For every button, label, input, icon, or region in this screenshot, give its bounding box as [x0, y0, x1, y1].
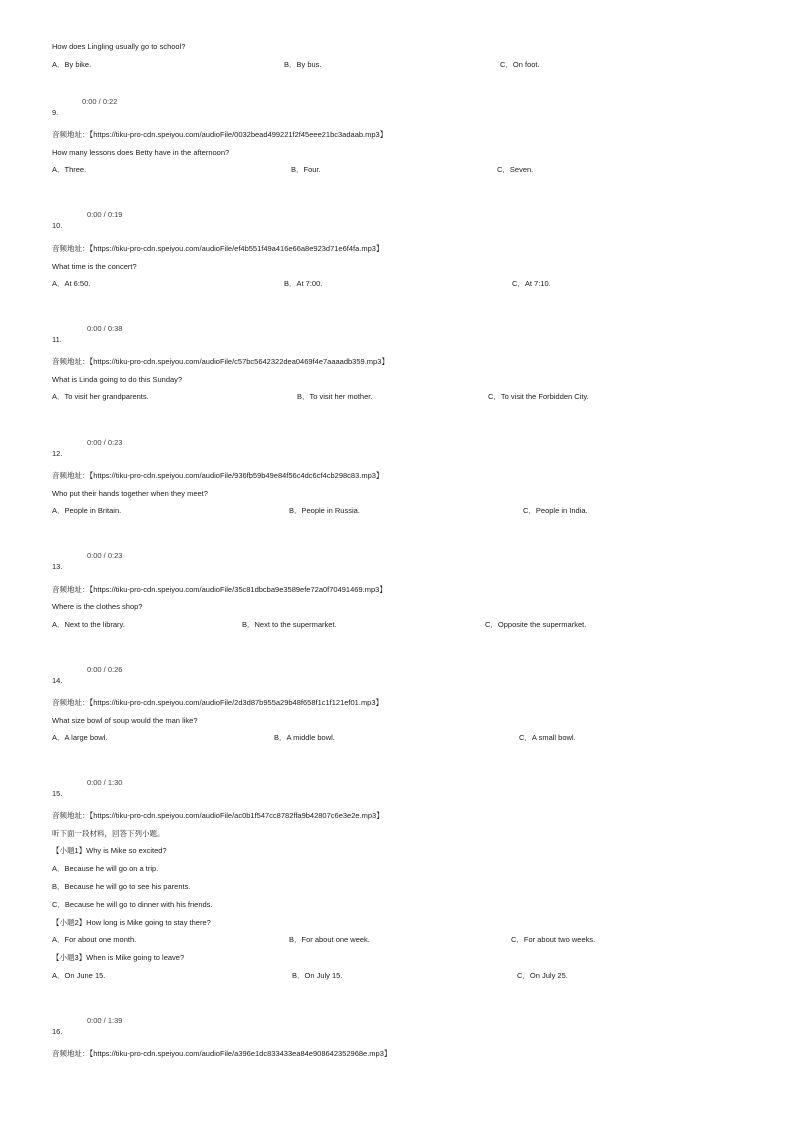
- question-text: What is Linda going to do this Sunday?: [52, 375, 183, 384]
- option-c: C．Because he will go to dinner with his friends.: [52, 900, 213, 909]
- sub-question-3: 【小题3】When is Mike going to leave?: [52, 953, 185, 962]
- option-c: C．At 7:10.: [512, 279, 551, 288]
- option-b: B．By bus.: [284, 60, 322, 69]
- question-number: 14.: [52, 676, 63, 685]
- option-a: A．To visit her grandparents.: [52, 392, 149, 401]
- audio-url: 音频地址：【https://tiku-pro-cdn.speiyou.com/audioFile/35c81dbcba9e3589efe72a0f70491469.mp3】: [52, 585, 387, 594]
- sub-question-1: 【小题1】Why is Mike so excited?: [52, 846, 167, 855]
- audio-player-time[interactable]: 0:00 / 0:26: [87, 665, 123, 674]
- option-c: C．To visit the Forbidden City.: [488, 392, 589, 401]
- option-a: A．By bike.: [52, 60, 92, 69]
- question-text: Who put their hands together when they meet?: [52, 489, 208, 498]
- option-a: A．On June 15.: [52, 971, 106, 980]
- audio-player-time[interactable]: 0:00 / 0:19: [87, 210, 123, 219]
- option-b: B．To visit her mother.: [297, 392, 373, 401]
- option-b: B．On July 15.: [292, 971, 343, 980]
- option-b: B．Four.: [291, 165, 321, 174]
- audio-url: 音频地址：【https://tiku-pro-cdn.speiyou.com/audioFile/a396e1dc833433ea84e908642352968e.mp3】: [52, 1049, 392, 1058]
- question-text: Where is the clothes shop?: [52, 602, 143, 611]
- audio-url: 音频地址：【https://tiku-pro-cdn.speiyou.com/audioFile/ef4b551f49a416e66a8e923d71e6f4fa.mp3】: [52, 244, 384, 253]
- option-b: B．Because he will go to see his parents.: [52, 882, 191, 891]
- instruction-text: 听下面一段材料，回答下列小题。: [52, 829, 165, 838]
- audio-url: 音频地址：【https://tiku-pro-cdn.speiyou.com/audioFile/c57bc5642322dea0469f4e7aaaadb359.mp3】: [52, 357, 389, 366]
- option-c: C．On foot.: [500, 60, 540, 69]
- option-a: A．Because he will go on a trip.: [52, 864, 159, 873]
- option-a: A．Next to the library.: [52, 620, 125, 629]
- audio-player-time[interactable]: 0:00 / 0:38: [87, 324, 123, 333]
- option-c: C．Opposite the supermarket.: [485, 620, 587, 629]
- question-number: 16.: [52, 1027, 63, 1036]
- question-text: How does Lingling usually go to school?: [52, 42, 186, 51]
- audio-player-time[interactable]: 0:00 / 1:30: [87, 778, 123, 787]
- question-number: 15.: [52, 789, 63, 798]
- audio-player-time[interactable]: 0:00 / 0:22: [82, 97, 118, 106]
- audio-url: 音频地址：【https://tiku-pro-cdn.speiyou.com/audioFile/2d3d87b955a29b48f658f1c1f121ef01.mp3】: [52, 698, 384, 707]
- audio-url: 音频地址：【https://tiku-pro-cdn.speiyou.com/audioFile/ac0b1f547cc8782ffa9b42807c6e3e2e.mp3】: [52, 811, 384, 820]
- option-b: B．Next to the supermarket.: [242, 620, 337, 629]
- option-c: C．Seven.: [497, 165, 534, 174]
- audio-url: 音频地址：【https://tiku-pro-cdn.speiyou.com/audioFile/936fb59b49e84f56c4dc6cf4cb298c83.mp3】: [52, 471, 384, 480]
- option-a: A．At 6:50.: [52, 279, 91, 288]
- option-a: A．People in Britain.: [52, 506, 122, 515]
- audio-player-time[interactable]: 0:00 / 0:23: [87, 551, 123, 560]
- question-text: What time is the concert?: [52, 262, 137, 271]
- option-c: C．For about two weeks.: [511, 935, 596, 944]
- question-number: 9.: [52, 108, 59, 117]
- option-b: B．At 7:00.: [284, 279, 323, 288]
- option-c: C．On July 25.: [517, 971, 568, 980]
- question-number: 10.: [52, 221, 63, 230]
- option-c: C．People in India.: [523, 506, 588, 515]
- question-text: What size bowl of soup would the man like?: [52, 716, 198, 725]
- audio-url: 音频地址：【https://tiku-pro-cdn.speiyou.com/audioFile/0032bead499221f2f45eee21bc3adaab.mp3】: [52, 130, 388, 139]
- option-b: B．For about one week.: [289, 935, 370, 944]
- option-a: A．A large bowl.: [52, 733, 108, 742]
- option-c: C．A small bowl.: [519, 733, 576, 742]
- question-text: How many lessons does Betty have in the afternoon?: [52, 148, 230, 157]
- option-a: A．Three.: [52, 165, 87, 174]
- audio-player-time[interactable]: 0:00 / 1:39: [87, 1016, 123, 1025]
- question-number: 13.: [52, 562, 63, 571]
- audio-player-time[interactable]: 0:00 / 0:23: [87, 438, 123, 447]
- option-b: B．People in Russia.: [289, 506, 360, 515]
- sub-question-2: 【小题2】How long is Mike going to stay there?: [52, 918, 211, 927]
- option-a: A．For about one month.: [52, 935, 137, 944]
- question-number: 12.: [52, 449, 63, 458]
- question-number: 11.: [52, 335, 62, 344]
- option-b: B．A middle bowl.: [274, 733, 335, 742]
